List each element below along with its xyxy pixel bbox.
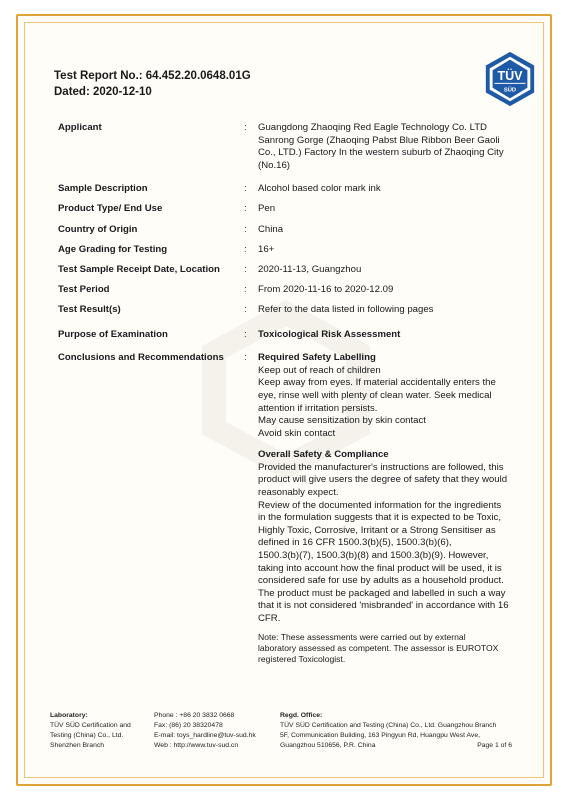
field-sample-description [58, 183, 528, 196]
report-number: Test Report No.: 64.452.20.0648.01G [54, 70, 251, 82]
footer-laboratory [50, 711, 131, 751]
field-colon: : [244, 223, 247, 235]
report-date: Dated: 2020-12-10 [54, 86, 152, 98]
field-value: Toxicological Risk Assessment [258, 328, 401, 340]
footer-office-line: 5F, Communication Building, 163 Pingyun Rd, Huangpu West Ave, [280, 732, 480, 739]
footer-email[interactable]: E-mail: toys_hardline@tuv-sud.hk [154, 732, 256, 739]
footer-office-last-row [280, 741, 512, 751]
field-country-of-origin [58, 224, 528, 237]
field-label: Test Period [58, 283, 110, 295]
labelling-line: Keep out of reach of children [258, 364, 381, 376]
footer-office-line: TÜV SÜD Certification and Testing (China) Co., Ltd. Guangzhou Branch [280, 722, 497, 729]
overall-line: 1500.3(b)(7), 1500.3(b)(8) and 1500.3(b)(9). However, [258, 550, 489, 562]
field-value [258, 352, 522, 666]
field-value: Alcohol based color mark ink [258, 183, 381, 195]
overall-line: in the formulation suggests that it is expected to be Toxic, [258, 512, 502, 524]
field-colon: : [244, 183, 247, 195]
overall-line: The product must be packaged and labelled in such a way [258, 587, 506, 599]
labelling-line: eye, rinse well with plenty of clean water. Seek medical [258, 389, 492, 401]
footer-laboratory-title: Laboratory: [50, 712, 88, 719]
field-label: Test Result(s) [58, 303, 121, 315]
footer-office-line: Guangzhou 510656, P.R. China [280, 742, 376, 749]
logo-text-top: TÜV [497, 68, 523, 83]
logo-text-bottom: SÜD [503, 87, 517, 94]
field-conclusions [58, 352, 528, 666]
field-product-type [58, 203, 528, 216]
labelling-line: attention if irritation persists. [258, 402, 378, 414]
field-value: Refer to the data listed in following pages [258, 303, 434, 315]
page-number: Page 1 of 6 [477, 742, 512, 749]
footer-phone: Phone : +86 20 3832 0668 [154, 712, 235, 719]
applicant-line: Sanrong Gorge (Zhaoqing Pabst Blue Ribbon Beer Gaoli [258, 134, 500, 146]
overall-line: taking into account how the final product will be used, it is [258, 562, 502, 574]
field-colon: : [244, 263, 247, 275]
field-test-results [58, 304, 528, 317]
field-label: Sample Description [58, 183, 148, 195]
overall-line: product will give users the degree of safety that they would [258, 474, 508, 486]
footer-web[interactable]: Web : http://www.tuv-sud.cn [154, 742, 239, 749]
note-block [258, 632, 522, 666]
field-label: Product Type/ End Use [58, 203, 163, 215]
overall-line: Highly Toxic, Corrosive, Irritant or a Strong Sensitiser as [258, 524, 496, 536]
field-label: Conclusions and Recommendations [58, 352, 224, 364]
overall-line: considered safe for use by adults as a household product. [258, 575, 504, 587]
labelling-title: Required Safety Labelling [258, 352, 376, 364]
footer-laboratory-line: Testing (China) Co., Ltd. [50, 732, 124, 739]
field-value: 16+ [258, 243, 275, 255]
labelling-line: Avoid skin contact [258, 427, 336, 439]
overall-line: Review of the documented information for the ingredients [258, 499, 502, 511]
footer-office [280, 711, 512, 751]
field-applicant [58, 122, 528, 172]
field-label: Test Sample Receipt Date, Location [58, 263, 220, 275]
field-colon: : [244, 352, 247, 364]
field-value [258, 122, 522, 172]
field-label: Age Grading for Testing [58, 243, 168, 255]
footer-contact [154, 711, 256, 751]
field-value: 2020-11-13, Guangzhou [258, 263, 362, 275]
field-colon: : [244, 303, 247, 315]
tuv-sud-logo-icon [481, 50, 539, 108]
field-age-grading [58, 244, 528, 257]
applicant-line: (No.16) [258, 159, 290, 171]
footer-office-title: Regd. Office: [280, 712, 323, 719]
overall-line: Provided the manufacturer's instructions are followed, this [258, 461, 504, 473]
footer-fax: Fax: (86) 20 38320478 [154, 722, 223, 729]
note-line: laboratory assessed as competent. The assessor is EUROTOX [258, 643, 499, 653]
overall-line: that it is not considered 'misbranded' in accordance with 16 [258, 600, 509, 612]
overall-title: Overall Safety & Compliance [258, 449, 389, 461]
field-value: China [258, 223, 284, 235]
field-colon: : [244, 122, 247, 133]
applicant-line: Guangdong Zhaoqing Red Eagle Technology Co. LTD [258, 122, 487, 133]
note-line: registered Toxicologist. [258, 654, 346, 665]
overall-line: defined in 16 CFR 1500.3(b)(5), 1500.3(b)(6), [258, 537, 452, 549]
report-fields [58, 122, 528, 666]
field-colon: : [244, 328, 247, 340]
field-colon: : [244, 283, 247, 295]
field-value: Pen [258, 203, 276, 215]
overall-line: reasonably expect. [258, 487, 339, 499]
note-line: Note: These assessments were carried out by external [258, 631, 466, 642]
field-test-period [58, 284, 528, 297]
field-label: Purpose of Examination [58, 328, 168, 340]
field-colon: : [244, 203, 247, 215]
field-label: Applicant [58, 122, 102, 133]
field-label: Country of Origin [58, 223, 138, 235]
field-value: From 2020-11-16 to 2020-12.09 [258, 283, 394, 295]
labelling-line: Keep away from eyes. If material accidentally enters the [258, 377, 496, 389]
field-purpose [58, 329, 528, 342]
footer-laboratory-line: Shenzhen Branch [50, 742, 105, 749]
overall-line: CFR. [258, 613, 281, 624]
footer-laboratory-line: TÜV SÜD Certification and [50, 722, 131, 729]
labelling-line: May cause sensitization by skin contact [258, 415, 426, 427]
field-receipt-date [58, 264, 528, 277]
field-colon: : [244, 243, 247, 255]
applicant-line: Co., LTD.) Factory In the western suburb of Zhaoqing City [258, 147, 504, 159]
